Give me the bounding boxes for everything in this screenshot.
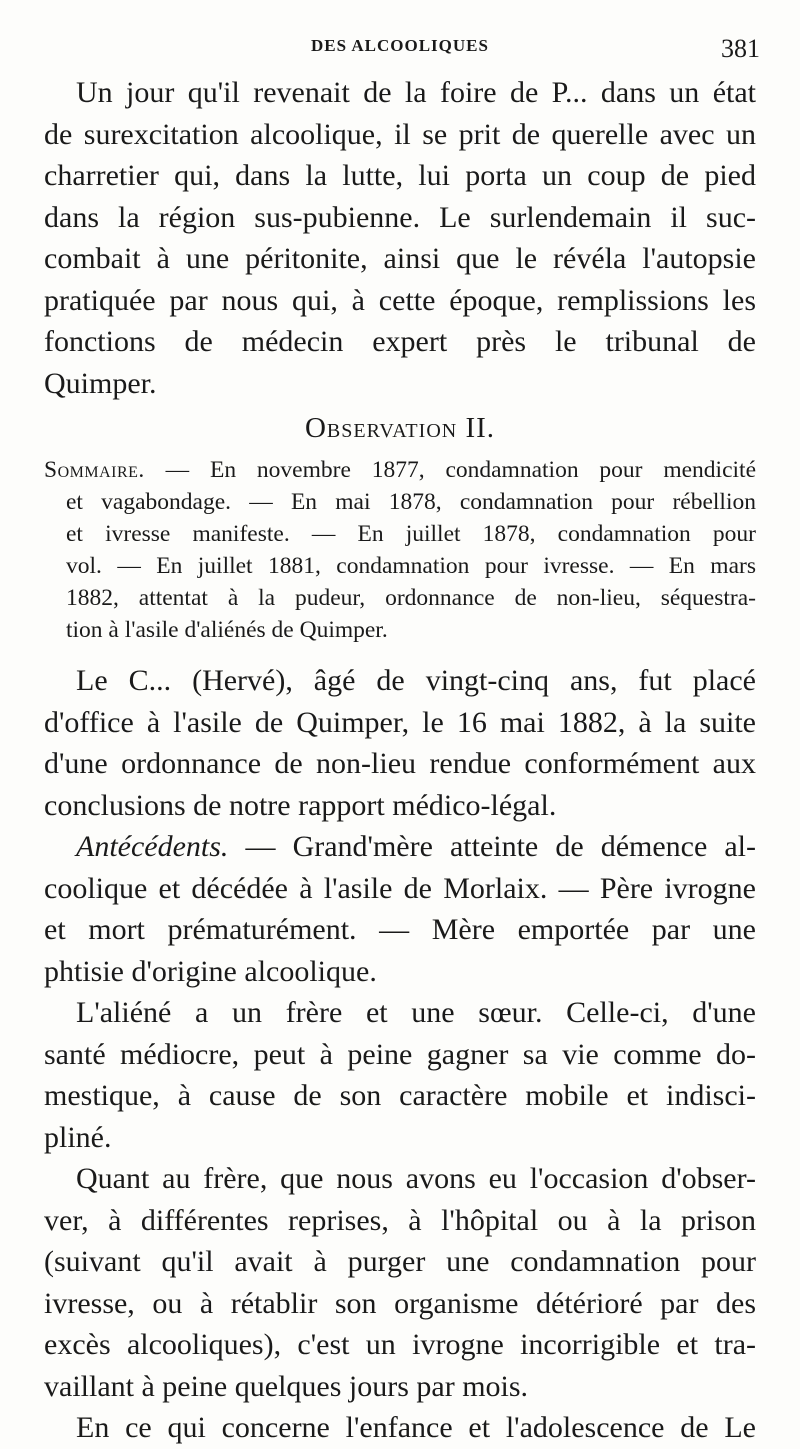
text-line: Quant au frère, que nous avons eu l'occasion d'obser- xyxy=(76,1162,756,1195)
text-line: fonctions de médecin expert près le tribunal de xyxy=(44,325,756,358)
text-line: mestique, à cause de son caractère mobile et indisci- xyxy=(44,1079,756,1112)
text-line: pliné. xyxy=(44,1120,112,1154)
text-line: L'aliéné a un frère et une sœur. Celle-ci, d'une xyxy=(76,996,756,1029)
text-line: coolique et décédée à l'asile de Morlaix. — Père ivrogne xyxy=(44,871,756,905)
summary-block xyxy=(44,454,756,646)
text-line: d'une ordonnance de non-lieu rendue conformément aux xyxy=(44,747,756,780)
text-line: et mort prématurément. — Mère emportée par une xyxy=(44,913,756,946)
antecedents-lead: Antécédents. xyxy=(76,830,229,863)
paragraph-6 xyxy=(44,1407,756,1449)
running-head xyxy=(44,34,760,64)
summary-line xyxy=(44,454,756,486)
text-line: dans la région sus-pubienne. Le surlendemain il suc- xyxy=(44,200,756,234)
text-line: Un jour qu'il revenait de la foire de P... dans un état xyxy=(76,76,756,109)
text-line: ver, à différentes reprises, à l'hôpital ou à la prison xyxy=(44,1203,756,1237)
summary-label: Sommaire. xyxy=(44,457,145,483)
text-line: charretier qui, dans la lutte, lui porta un coup de pied xyxy=(44,159,756,192)
text-line: santé médiocre, peut à peine gagner sa vie comme do- xyxy=(44,1037,756,1071)
summary-line: et ivresse manifeste. — En juillet 1878, condamnation pour xyxy=(66,521,756,547)
summary-line: tion à l'asile d'aliénés de Quimper. xyxy=(66,617,388,643)
summary-line: vol. — En juillet 1881, condamnation pour ivresse. — En mars xyxy=(66,553,756,579)
text-line: En ce qui concerne l'enfance et l'adolescence de Le xyxy=(76,1411,756,1444)
page-number: 381 xyxy=(721,34,760,63)
summary-first-line-text: — En novembre 1877, condamnation pour mendicité xyxy=(144,457,756,483)
text-line: ivresse, ou à rétablir son organisme détérioré par des xyxy=(44,1286,756,1320)
body-text xyxy=(44,72,756,1449)
text-line: Le C... (Hervé), âgé de vingt-cinq ans, fut placé xyxy=(76,664,756,697)
text-line: phtisie d'origine alcoolique. xyxy=(44,954,377,988)
text-line: conclusions de notre rapport médico-légal. xyxy=(44,788,557,822)
paragraph-1 xyxy=(44,72,756,404)
text-line: Quimper. xyxy=(44,366,157,400)
text-line xyxy=(44,826,756,868)
observation-heading: Observation II. xyxy=(304,412,496,444)
text-line: pratiquée par nous qui, à cette époque, remplissions les xyxy=(44,283,756,317)
running-title: DES ALCOOLIQUES xyxy=(311,36,489,55)
text-line: d'office à l'asile de Quimper, le 16 mai 1882, à la suite xyxy=(44,705,756,739)
text-line: vaillant à peine quelques jours par mois. xyxy=(44,1369,529,1403)
antecedents-first-line-text: — Grand'mère atteinte de démence al- xyxy=(228,830,756,863)
text-line: combait à une péritonite, ainsi que le révéla l'autopsie xyxy=(44,242,756,275)
paragraph-3 xyxy=(44,826,756,992)
spacer xyxy=(44,646,756,660)
text-line: (suivant qu'il avait à purger une condamnation pour xyxy=(44,1245,756,1278)
text-line: excès alcooliques), c'est un ivrogne incorrigible et tra- xyxy=(44,1328,756,1361)
summary-line: et vagabondage. — En mai 1878, condamnation pour rébellion xyxy=(66,489,756,515)
text-line: de surexcitation alcoolique, il se prit de querelle avec un xyxy=(44,117,756,151)
paragraph-4 xyxy=(44,992,756,1158)
paragraph-5 xyxy=(44,1158,756,1407)
summary-line: 1882, attentat à la pudeur, ordonnance de non-lieu, séquestra- xyxy=(66,585,756,611)
paragraph-2 xyxy=(44,660,756,826)
